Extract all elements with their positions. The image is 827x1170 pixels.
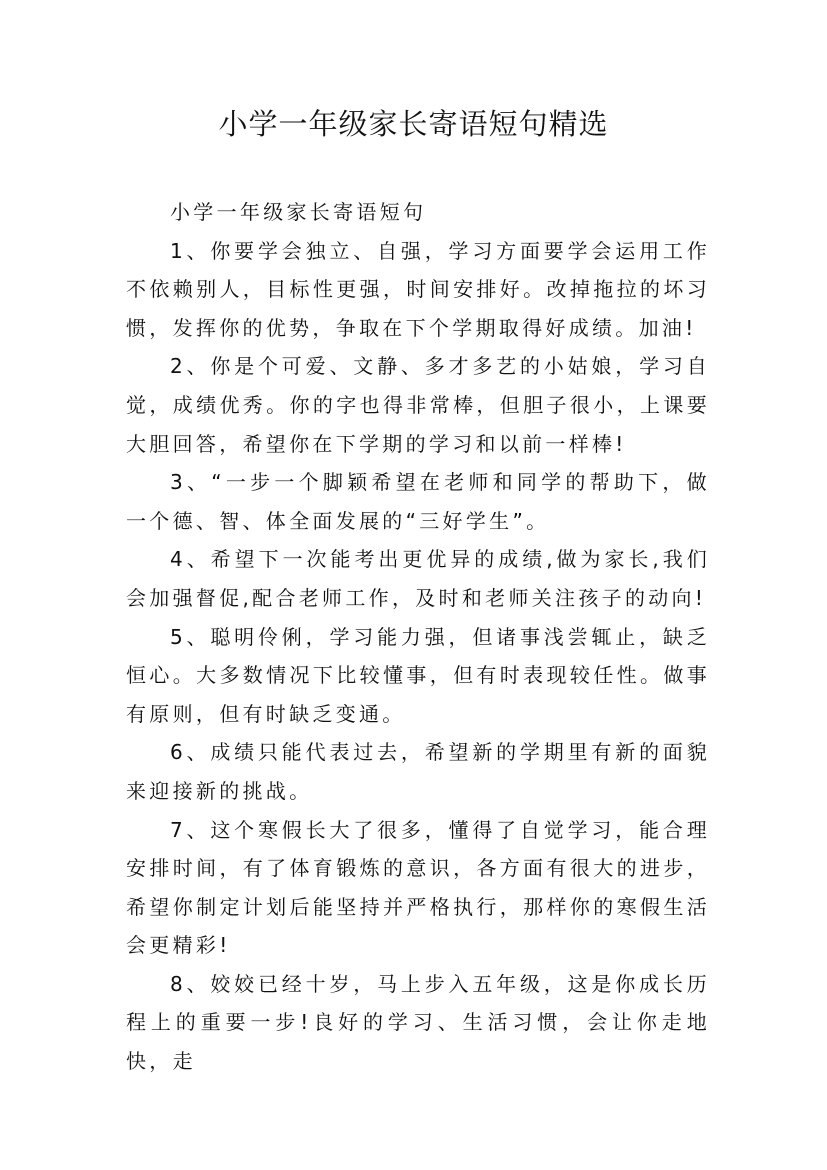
paragraph-3: 3、“一步一个脚颖希望在老师和同学的帮助下，做一个德、智、体全面发展的“三好学生”。 (126, 470, 710, 533)
paragraph-1: 1、你要学会独立、自强，学习方面要学会运用工作不依赖别人，目标性更强，时间安排好。改掉拖拉的坏习惯，发挥你的优势，争取在下个学期取得好成绩。加油! (126, 238, 710, 340)
paragraph-5: 5、聪明伶俐，学习能力强，但诸事浅尝辄止，缺乏恒心。大多数情况下比较懂事，但有时表现较任性。做事有原则，但有时缺乏变通。 (126, 624, 710, 726)
paragraph-4: 4、希望下一次能考出更优异的成绩,做为家长,我们会加强督促,配合老师工作，及时和老师关注孩子的动向! (126, 547, 710, 610)
paragraph-8: 8、姣姣已经十岁，马上步入五年级，这是你成长历程上的重要一步!良好的学习、生活习惯，会让你走地快，走 (126, 971, 710, 1074)
document-body (126, 193, 710, 1081)
paragraph-7: 7、这个寒假长大了很多，懂得了自觉学习，能合理安排时间，有了体育锻炼的意识，各方面有很大的进步，希望你制定计划后能坚持并严格执行，那样你的寒假生活会更精彩! (126, 817, 710, 958)
paragraph-2: 2、你是个可爱、文静、多才多艺的小姑娘，学习自觉，成绩优秀。你的字也得非常棒，但胆子很小，上课要大胆回答，希望你在下学期的学习和以前一样棒! (126, 354, 710, 456)
section-heading: 小学一年级家长寄语短句 (170, 200, 427, 224)
paragraph-6: 6、成绩只能代表过去，希望新的学期里有新的面貌来迎接新的挑战。 (126, 740, 710, 803)
document-title: 小学一年级家长寄语短句精选 (218, 107, 609, 141)
